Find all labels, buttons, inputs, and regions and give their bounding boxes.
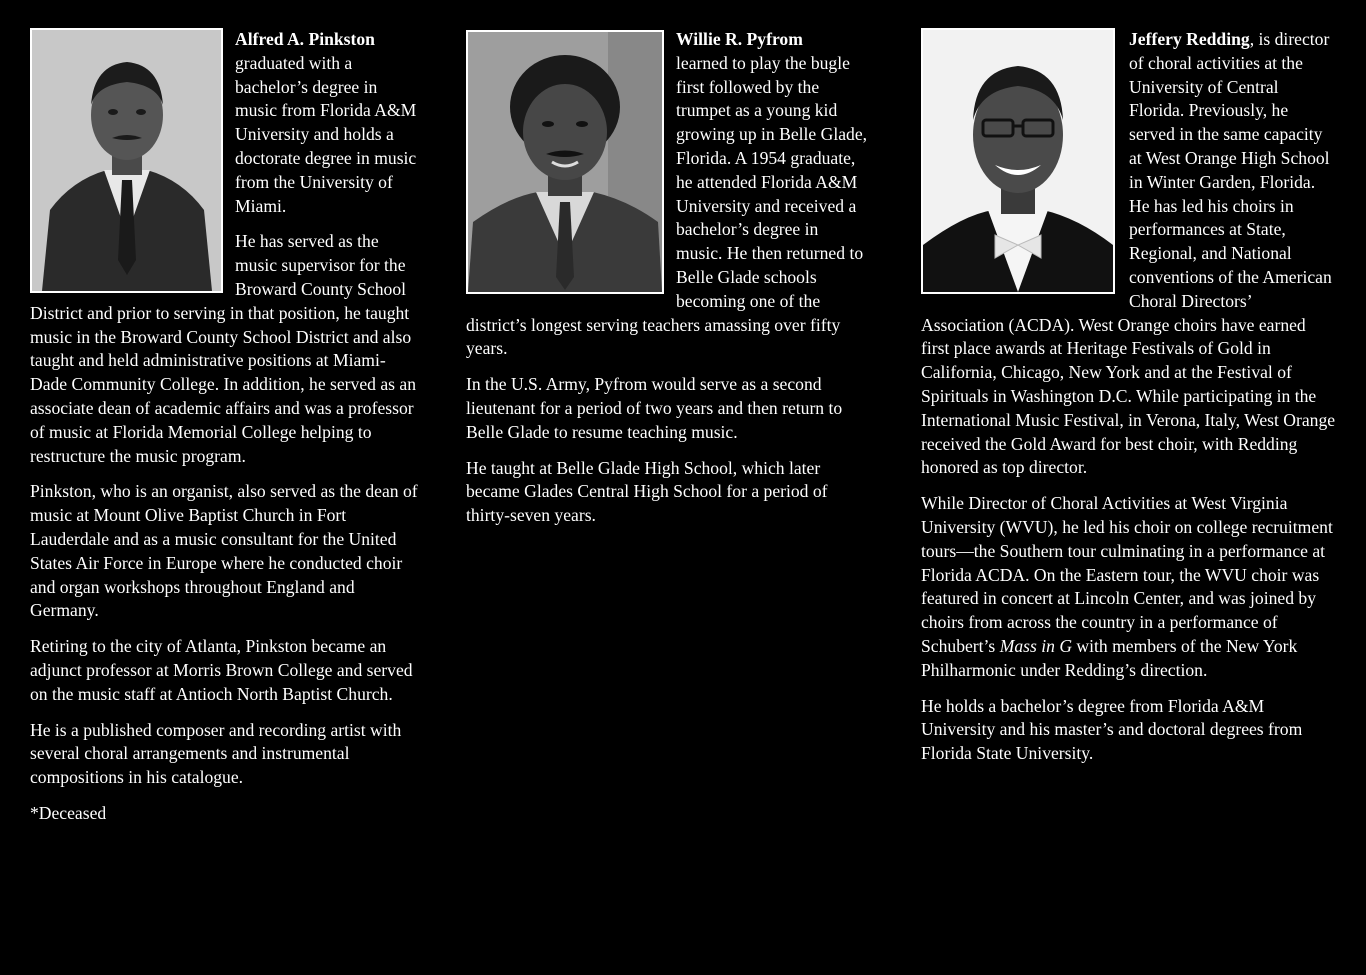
portrait-photo-pyfrom: [466, 30, 664, 294]
bio-paragraph-4: Retiring to the city of Atlanta, Pinkston became an adjunct professor at Morris Brown College and served on the music staff at Antioch North Baptist Church.: [30, 636, 413, 704]
deceased-note: *Deceased: [30, 802, 107, 823]
bio-paragraph-2: [921, 492, 1336, 682]
portrait-image: [923, 30, 1113, 292]
portrait-image: [468, 32, 662, 292]
person-name: Alfred A. Pinkston: [235, 29, 375, 49]
work-title: Mass in G: [999, 635, 1073, 656]
bio-pyfrom: [466, 28, 868, 540]
bio-text: , is director of choral activities at the University of Central Florida. Previously, he served in the same capacity at West Orange High School in Winter Garden, Florida. He has led his choirs in performances at State, Regional, and National conventions of the American Choral Directors’ Association (ACDA). West Orange choirs have earned first place awards at Heritage Festivals of Gold in California, Chicago, New York and at the Festival of Spirituals in Washington D.C. While participating in the International Music Festival, in Verona, Italy, West Orange received the Gold Award for best choir, with Redding honored as top director.: [921, 29, 1336, 478]
person-name: Willie R. Pyfrom: [676, 29, 803, 49]
bio-text: graduated with a bachelor’s degree in music from Florida A&M University and holds a doctorate degree in music from the University of Miami.: [235, 52, 417, 216]
person-name: Jeffery Redding: [1129, 29, 1250, 49]
bio-pinkston: [30, 28, 422, 838]
portrait-photo-pinkston: [30, 28, 223, 293]
bio-redding: [921, 28, 1336, 778]
portrait-photo-redding: [921, 28, 1115, 294]
bio-text-b: with members of the New York Philharmonic under Redding’s direction.: [921, 635, 1298, 680]
bio-text-a: While Director of Choral Activities at West Virginia University (WVU), he led his choir on college recruitment tours—the Southern tour culminating in a performance at Florida ACDA. On the Eastern tour, the WVU choir was featured in concert at Lincoln Center, and was joined by choirs from across the country in a performance of Schubert’s: [921, 493, 1333, 656]
bio-paragraph-3: He holds a bachelor’s degree from Florida A&M University and his master’s and doctoral degrees from Florida State University.: [921, 695, 1303, 764]
bio-paragraph-3: Pinkston, who is an organist, also served as the dean of music at Mount Olive Baptist Church in Fort Lauderdale and as a music consultant for the United States Air Force in Europe where he conducted choir and organ workshops throughout England and Germany.: [30, 481, 418, 621]
portrait-image: [32, 30, 221, 291]
bio-text: learned to play the bugle first followed by the trumpet as a young kid growing up in Belle Glade, Florida. A 1954 graduate, he attended Florida A&M University and received a bachelor’s degree in music. He then returned to Belle Glade schools becoming one of the district’s longest serving teachers amassing over fifty years.: [466, 52, 868, 359]
bio-paragraph-3: He taught at Belle Glade High School, which later became Glades Central High School for a period of thirty-seven years.: [466, 457, 828, 526]
bio-paragraph-5: He is a published composer and recording artist with several choral arrangements and instrumental compositions in his catalogue.: [30, 719, 402, 788]
bio-paragraph-2: He has served as the music supervisor for the Broward County School District and prior to serving in that position, he taught music in the Broward County School District and also taught and held administrative positions at Miami-Dade Community College. In addition, he served as an associate dean of academic affairs and was a professor of music at Florida Memorial College helping to restructure the music program.: [30, 231, 416, 466]
bio-paragraph-2: In the U.S. Army, Pyfrom would serve as a second lieutenant for a period of two years and then return to Belle Glade to resume teaching music.: [466, 374, 843, 442]
